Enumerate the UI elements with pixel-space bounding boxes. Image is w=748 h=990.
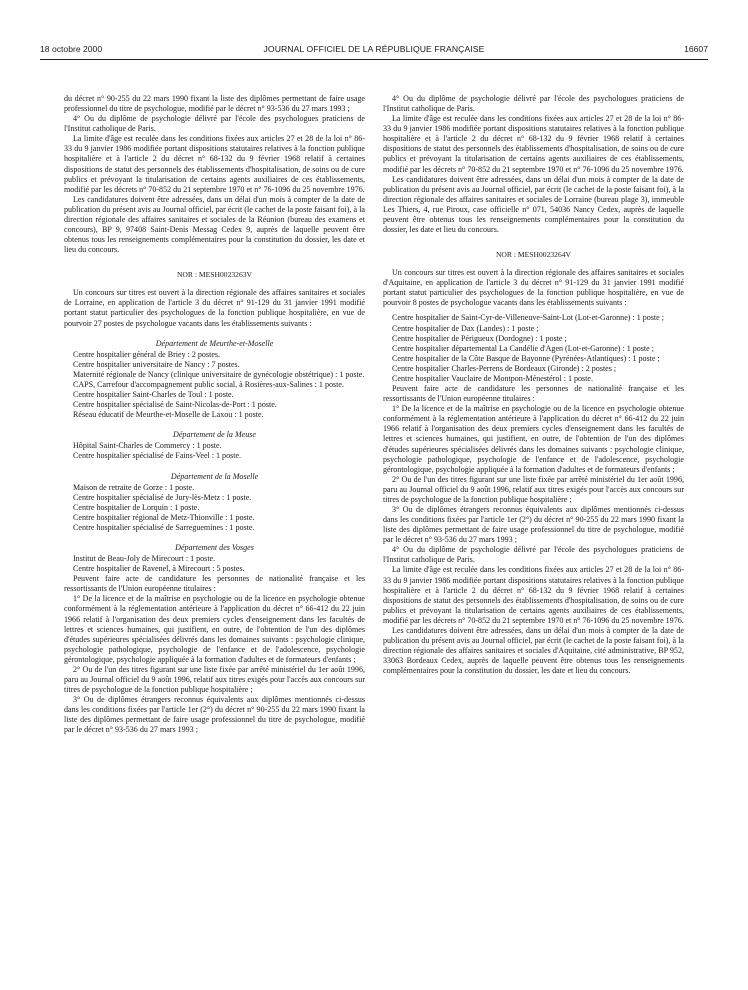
paragraph: Institut de Beau-Joly de Mirecourt : 1 poste. xyxy=(73,554,216,564)
right-column xyxy=(383,94,684,676)
paragraph: La limite d'âge est reculée dans les conditions fixées aux articles 27 et 28 de la loi n° 86-33 du 9 janvier 1986 modifiée portant dispositions statutaires relatives à la fonction publique hospitalière et à l'article 2 du décret n° 68-132 du 9 février 1968 relatif à certaines dispositions de statut des personnels des établissements d'hospitalisation, de soins ou de cure publics et prévoyant la titularisation de certains agents auxiliaires de ces établissements, modifié par les décrets n° 70-852 du 21 septembre 1970 et n° 76-1096 du 25 novembre 1976. xyxy=(383,114,684,174)
paragraph: Centre hospitalier spécialisé de Sarreguemines : 1 poste. xyxy=(73,522,255,532)
paragraph: Centre hospitalier de Périgueux (Dordogne) : 1 poste ; xyxy=(392,333,567,343)
paragraph: Maison de retraite de Gorze : 1 poste. xyxy=(73,482,195,492)
page-header xyxy=(40,44,708,56)
page-number: 16607 xyxy=(684,44,708,54)
paragraph: Centre hospitalier spécialisé de Saint-Nicolas-de-Port : 1 poste. xyxy=(73,400,277,410)
paragraph: La limite d'âge est reculée dans les conditions fixées aux articles 27 et 28 de la loi n° 86-33 du 9 janvier 1986 modifiée portant dispositions statutaires relatives à la fonction publique hospitalière et à l'article 2 du décret n° 68-132 du 9 février 1968 relatif à certaines dispositions de statut des personnels des établissements d'hospitalisation, de soins ou de cure publics et prévoyant la titularisation de certains agents auxiliaires de ces établissements, modifié par les décrets n° 70-852 du 21 septembre 1970 et n° 76-1096 du 25 novembre 1976. xyxy=(383,565,684,625)
paragraph: 4° Ou du diplôme de psychologie délivré par l'école des psychologues praticiens de l'Institut catholique de Paris. xyxy=(383,545,684,565)
paragraph: Hôpital Saint-Charles de Commercy : 1 poste. xyxy=(73,441,222,451)
paragraph: Centre hospitalier Vauclaire de Montpon-Ménestérol : 1 poste. xyxy=(392,373,593,383)
paragraph: Centre hospitalier de Saint-Cyr-de-Villeneuve-Saint-Lot (Lot-et-Garonne) : 1 poste ; xyxy=(392,313,664,323)
paragraph: Centre hospitalier général de Briey : 2 postes. xyxy=(73,349,221,359)
journal-title: JOURNAL OFFICIEL DE LA RÉPUBLIQUE FRANÇAISE xyxy=(263,44,485,54)
nor-reference: NOR : MESH0023264V xyxy=(495,250,572,260)
paragraph: Centre hospitalier de la Côte Basque de Bayonne (Pyrénées-Atlantiques) : 1 poste ; xyxy=(392,353,660,363)
paragraph: Centre hospitalier départemental La Candélie d'Agen (Lot-et-Garonne) : 1 poste ; xyxy=(392,343,654,353)
paragraph: 2° Ou de l'un des titres figurant sur une liste fixée par arrêté ministériel du 1er août 1996, paru au Journal officiel du 9 août 1996, relatif aux titres exigés pour l'accès aux concours sur titres de psychologue de la fonction publique hospitalière ; xyxy=(64,664,365,695)
header-date: 18 octobre 2000 xyxy=(40,44,103,54)
paragraph: Centre hospitalier spécialisé de Jury-lès-Metz : 1 poste. xyxy=(73,492,252,502)
left-column xyxy=(64,94,365,735)
paragraph: Les candidatures doivent être adressées, dans un délai d'un mois à compter de la date de publication du présent avis au Journal officiel, par écrit (le cachet de la poste faisant foi), à la direction régionale des affaires sanitaires et sociales de Lorraine (bureau plage 3), immeuble Les Thiers, 4, rue Piroux, case officielle n° 071, 54036 Nancy Cedex, auprès de laquelle peuvent être obtenus tous les renseignements complémentaires pour la constitution du dossier, les date et lieu du concours. xyxy=(383,174,684,235)
header-rule xyxy=(40,59,708,60)
paragraph: La limite d'âge est reculée dans les conditions fixées aux articles 27 et 28 de la loi n° 86-33 du 9 janvier 1986 modifiée portant dispositions statutaires relatives à la fonction publique hospitalière et à l'article 2 du décret n° 68-132 du 9 février 1968 relatif à certaines dispositions de statut des personnels des établissements d'hospitalisation, de soins ou de cure publics et prévoyant la titularisation de certains agents auxiliaires de ces établissements, modifié par les décrets n° 70-852 du 21 septembre 1970 et n° 76-1096 du 25 novembre 1976. xyxy=(64,134,365,194)
department-heading: Département de la Moselle xyxy=(170,471,259,481)
paragraph: 3° Ou de diplômes étrangers reconnus équivalents aux diplômes mentionnés ci-dessus dans les conditions fixées par l'article 1er (2°) du décret n° 90-255 du 22 mars 1990 fixant la liste des diplômes permettant de faire usage professionnel du titre de psychologue, modifié par le décret n° 93-536 du 27 mars 1993 ; xyxy=(383,504,684,545)
paragraph: Centre hospitalier de Lorquin : 1 poste. xyxy=(73,502,200,512)
paragraph: 3° Ou de diplômes étrangers reconnus équivalents aux diplômes mentionnés ci-dessus dans les conditions fixées par l'article 1er (2°) du décret n° 90-255 du 22 mars 1990 fixant la liste des diplômes permettant de faire usage professionnel du titre de psychologue, modifié par le décret n° 93-536 du 27 mars 1993 ; xyxy=(64,695,365,735)
department-heading: Département de Meurthe-et-Moselle xyxy=(155,338,274,348)
nor-reference: NOR : MESH0023263V xyxy=(176,270,253,280)
paragraph: Maternité régionale de Nancy (clinique universitaire de gynécologie obstétrique) : 1 poste. xyxy=(73,369,365,379)
department-heading: Département de la Meuse xyxy=(173,430,256,440)
paragraph: Peuvent faire acte de candidature les personnes de nationalité française et les ressortissants de l'Union européenne titulaires : xyxy=(383,384,684,404)
paragraph: Centre hospitalier Saint-Charles de Toul : 1 poste. xyxy=(73,390,234,400)
paragraph: 1° De la licence et de la maîtrise en psychologie ou de la licence en psychologie obtenue conformément à la réglementation antérieure à l'application du décret n° 66-412 du 22 juin 1966 relatif à l'organisation des deux premiers cycles d'enseignement dans les facultés de lettres et sciences humaines, qui justifient, en outre, de l'obtention de l'un des diplômes d'études supérieures spécialisées délivrés dans les domaines suivants : psychologie clinique, psychologie pathologique, psychologie de l'enfance et de l'adolescence, psychologie gérontologique, psychologie appliquée à la formation d'adultes et de formateurs d'enfants ; xyxy=(383,404,684,474)
paragraph: Centre hospitalier de Dax (Landes) : 1 poste ; xyxy=(392,323,539,333)
paragraph: 4° Ou du diplôme de psychologie délivré par l'école des psychologues praticiens de l'Institut catholique de Paris. xyxy=(383,94,684,114)
department-heading: Département des Vosges xyxy=(175,542,254,552)
paragraph: Les candidatures doivent être adressées, dans un délai d'un mois à compter de la date de publication du présent avis au Journal officiel, par écrit (le cachet de la poste faisant foi), à la direction régionale des affaires sanitaires et sociales de la Réunion (bureau des examens et concours), BP 9, 97408 Saint-Denis Messag Cedex 9, auprès de laquelle peuvent être obtenus tous les renseignements complémentaires pour la constitution du dossier, les date et lieu du concours. xyxy=(64,194,365,255)
paragraph: du décret n° 90-255 du 22 mars 1990 fixant la liste des diplômes permettant de faire usage professionnel du titre de psychologue, modifié par le décret n° 93-536 du 27 mars 1993 ; xyxy=(64,94,365,114)
paragraph: 2° Ou de l'un des titres figurant sur une liste fixée par arrêté ministériel du 1er août 1996, paru au Journal officiel du 9 août 1996, relatif aux titres exigés pour l'accès aux concours sur titres de psychologue de la fonction publique hospitalière ; xyxy=(383,474,684,504)
paragraph: CAPS, Carrefour d'accompagnement public social, à Rosières-aux-Salines : 1 poste. xyxy=(73,379,344,389)
paragraph: Centre hospitalier de Ravenel, à Mirecourt : 5 postes. xyxy=(73,564,245,574)
paragraph: Un concours sur titres est ouvert à la direction régionale des affaires sanitaires et sociales d'Aquitaine, en application de l'article 3 du décret n° 91-129 du 31 janvier 1991 modifié portant statut particulier des psychologues de la fonction publique hospitalière, en vue de pourvoir 8 postes de psychologue vacants dans les établissements suivants : xyxy=(383,268,684,308)
paragraph: Centre hospitalier régional de Metz-Thionville : 1 poste. xyxy=(73,512,255,522)
paragraph: Un concours sur titres est ouvert à la direction régionale des affaires sanitaires et sociales de Lorraine, en application de l'article 3 du décret n° 91-129 du 31 janvier 1991 modifié portant statut particulier des psychologues de la fonction publique hospitalière, en vue de pourvoir 27 postes de psychologue vacants dans les établissements suivants : xyxy=(64,288,365,328)
paragraph: 1° De la licence et de la maîtrise en psychologie ou de la licence en psychologie obtenue conformément à la réglementation antérieure à l'application du décret n° 66-412 du 22 juin 1966 relatif à l'organisation des deux premiers cycles d'enseignement dans les facultés de lettres et sciences humaines, qui justifient, en outre, de l'obtention de l'un des diplômes d'études supérieures spécialisées délivrés dans les domaines suivants : psychologie clinique, psychologie pathologique, psychologie de l'enfance et de l'adolescence, psychologie gérontologique, psychologie appliquée à la formation d'adultes et de formateurs d'enfants ; xyxy=(64,594,365,664)
paragraph: Centre hospitalier universitaire de Nancy : 7 postes. xyxy=(73,359,240,369)
paragraph: Les candidatures doivent être adressées, dans un délai d'un mois à compter de la date de publication du présent avis au Journal officiel, par écrit (le cachet de la poste faisant foi), à la direction régionale des affaires sanitaires et sociales d'Aquitaine, cité administrative, BP 952, 33063 Bordeaux Cedex, auprès de laquelle peuvent être obtenus tous les renseignements complémentaires pour la constitution du dossier, les date et lieu du concours. xyxy=(383,625,684,676)
paragraph: Centre hospitalier spécialisé de Fains-Veel : 1 poste. xyxy=(73,451,242,461)
paragraph: Centre hospitalier Charles-Perrens de Bordeaux (Gironde) : 2 postes ; xyxy=(392,363,617,373)
paragraph: Réseau éducatif de Meurthe-et-Moselle de Laxou : 1 poste. xyxy=(73,410,264,420)
paragraph: 4° Ou du diplôme de psychologie délivré par l'école des psychologues praticiens de l'Institut catholique de Paris. xyxy=(64,114,365,134)
paragraph: Peuvent faire acte de candidature les personnes de nationalité française et les ressortissants de l'Union européenne titulaires : xyxy=(64,574,365,594)
